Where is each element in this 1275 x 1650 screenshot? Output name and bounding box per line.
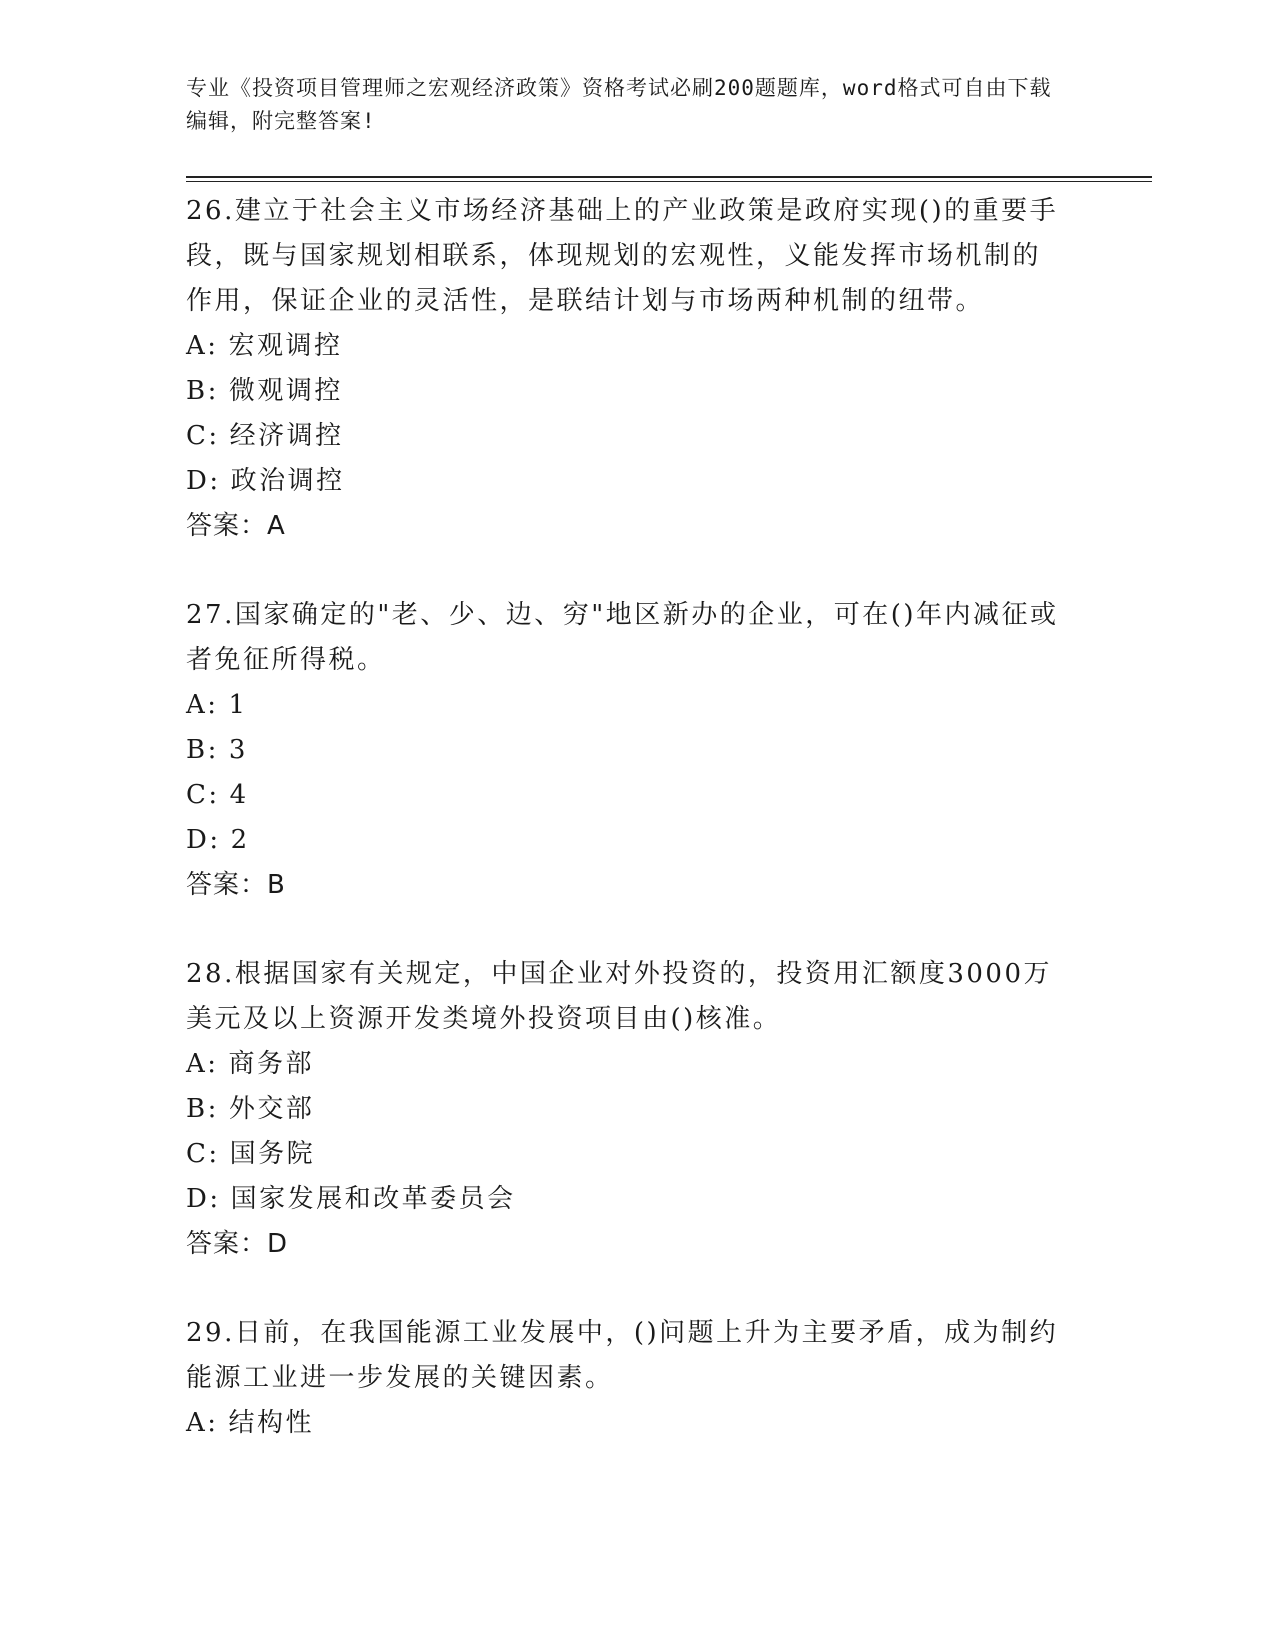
- question-29: [186, 1311, 1086, 1490]
- question-stem: 29.日前，在我国能源工业发展中，()问题上升为主要矛盾，成为制约能源工业进一步发展的关键因素。: [186, 1318, 1059, 1393]
- option-text: 宏观调控: [228, 331, 343, 361]
- option-text: 国家发展和改革委员会: [230, 1184, 516, 1214]
- option-text: 4: [229, 780, 249, 810]
- option-text: 结构性: [228, 1408, 315, 1438]
- option-key: C:: [186, 1139, 220, 1169]
- option-key: D:: [186, 466, 221, 496]
- option-a: [186, 683, 1086, 728]
- answer-line: 答案：A: [186, 511, 286, 541]
- question-stem: 27.国家确定的"老、少、边、穷"地区新办的企业，可在()年内减征或者免征所得税。: [186, 600, 1059, 675]
- option-b: [186, 1087, 1086, 1132]
- option-a: [186, 1401, 1086, 1446]
- option-c: [186, 1132, 1086, 1177]
- option-text: 经济调控: [229, 421, 344, 451]
- question-28: [186, 952, 1086, 1311]
- option-b: [186, 369, 1086, 414]
- option-key: B:: [186, 376, 219, 406]
- option-key: D:: [186, 1184, 221, 1214]
- option-c: [186, 414, 1086, 459]
- option-key: D:: [186, 825, 221, 855]
- option-text: 1: [228, 690, 248, 720]
- option-key: C:: [186, 780, 220, 810]
- option-text: 商务部: [228, 1049, 315, 1079]
- header-divider-thin: [186, 181, 1152, 182]
- option-a: [186, 324, 1086, 369]
- option-key: C:: [186, 421, 220, 451]
- option-a: [186, 1042, 1086, 1087]
- option-text: 2: [230, 825, 250, 855]
- option-text: 微观调控: [228, 376, 343, 406]
- option-key: B:: [186, 735, 219, 765]
- option-key: A:: [186, 1408, 219, 1438]
- option-text: 3: [228, 735, 248, 765]
- option-d: [186, 818, 1086, 863]
- question-27: [186, 593, 1086, 952]
- option-b: [186, 728, 1086, 773]
- answer-line: 答案：D: [186, 1229, 289, 1259]
- header-divider-thick: [186, 176, 1152, 178]
- document-header: 专业《投资项目管理师之宏观经济政策》资格考试必刷200题题库，word格式可自由下载编辑，附完整答案!: [186, 76, 1052, 133]
- option-key: A:: [186, 331, 219, 361]
- option-c: [186, 773, 1086, 818]
- option-d: [186, 459, 1086, 504]
- answer-line: 答案：B: [186, 870, 286, 900]
- option-text: 外交部: [228, 1094, 315, 1124]
- option-key: B:: [186, 1094, 219, 1124]
- option-text: 国务院: [229, 1139, 316, 1169]
- question-stem: 26.建立于社会主义市场经济基础上的产业政策是政府实现()的重要手段，既与国家规划相联系，体现规划的宏观性，义能发挥市场机制的作用，保证企业的灵活性，是联结计划与市场两种机制的纽带。: [186, 196, 1059, 316]
- option-text: 政治调控: [230, 466, 345, 496]
- question-26: [186, 189, 1086, 593]
- option-key: A:: [186, 1049, 219, 1079]
- option-key: A:: [186, 690, 219, 720]
- question-stem: 28.根据国家有关规定，中国企业对外投资的，投资用汇额度3000万美元及以上资源开发类境外投资项目由()核准。: [186, 959, 1053, 1034]
- question-list: [186, 189, 1086, 1490]
- option-d: [186, 1177, 1086, 1222]
